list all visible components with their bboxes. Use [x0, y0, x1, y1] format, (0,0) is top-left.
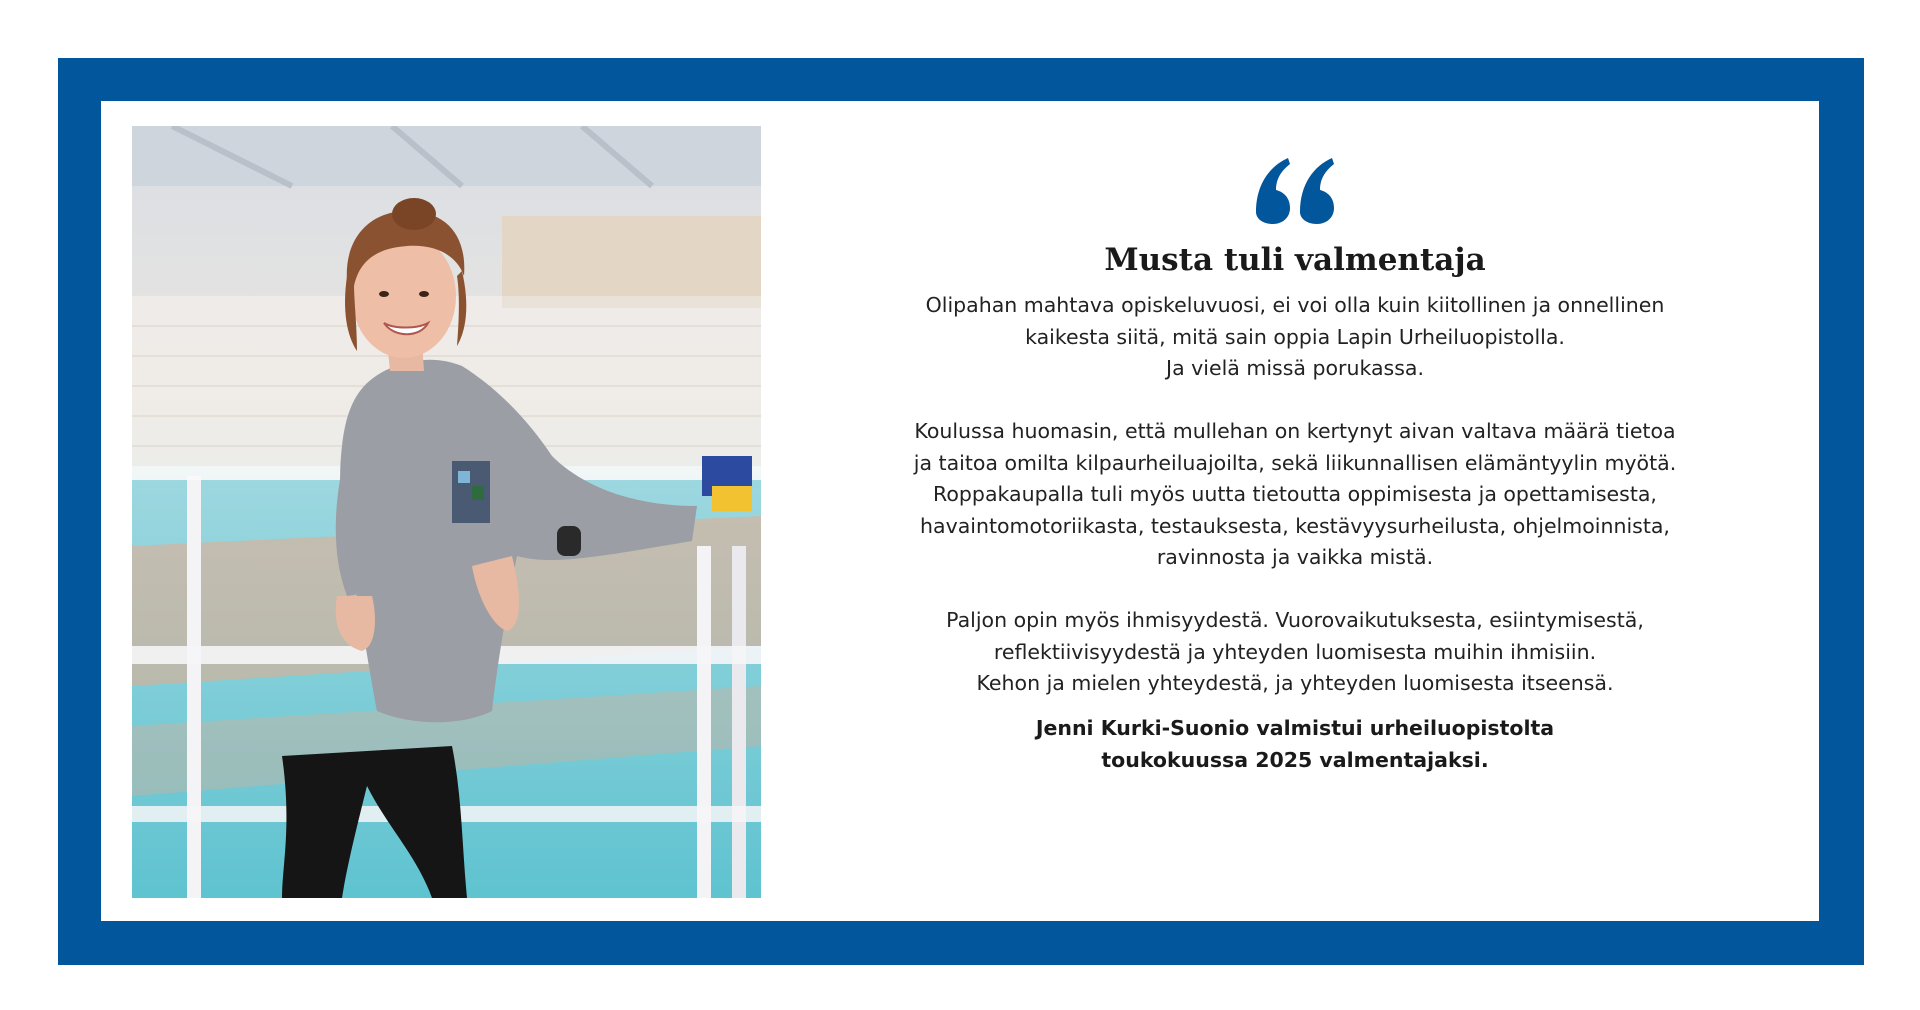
- paragraph-line: Ja vielä missä porukassa.: [1166, 356, 1424, 380]
- signature-line: toukokuussa 2025 valmentajaksi.: [1101, 747, 1489, 772]
- paragraph-line: Koulussa huomasin, että mullehan on kertynyt aivan valtava määrä tietoa: [914, 419, 1676, 443]
- paragraph-line: Roppakaupalla tuli myös uutta tietoutta oppimisesta ja opettamisesta,: [933, 482, 1657, 506]
- testimonial-paragraph-2: [800, 416, 1790, 574]
- testimonial-paragraph-3: [800, 605, 1790, 700]
- paragraph-line: ja taitoa omilta kilpaurheiluajoilta, sekä liikunnallisen elämäntyylin myötä.: [913, 450, 1677, 475]
- portrait-photo: [132, 126, 761, 898]
- paragraph-line: reflektiivisyydestä ja yhteyden luomisesta muihin ihmisiin.: [993, 639, 1597, 664]
- signature-line: Jenni Kurki-Suonio valmistui urheiluopistolta: [1035, 715, 1555, 740]
- testimonial-text-column: [800, 150, 1790, 776]
- testimonial-signature: [800, 712, 1790, 776]
- testimonial-paragraph-1: [800, 290, 1790, 385]
- portrait-photo-illustration: [132, 126, 761, 898]
- paragraph-line: Kehon ja mielen yhteydestä, ja yhteyden luomisesta itseensä.: [976, 671, 1614, 695]
- paragraph-line: havaintomotoriikasta, testauksesta, kestävyysurheilusta, ohjelmoinnista,: [920, 513, 1670, 538]
- paragraph-line: ravinnosta ja vaikka mistä.: [1156, 545, 1434, 569]
- paragraph-line: Paljon opin myös ihmisyydestä. Vuorovaikutuksesta, esiintymisestä,: [946, 608, 1644, 632]
- testimonial-title: Musta tuli valmentaja: [1104, 242, 1486, 278]
- double-quote-icon: [1250, 150, 1340, 226]
- paragraph-line: Olipahan mahtava opiskeluvuosi, ei voi olla kuin kiitollinen ja onnellinen: [925, 293, 1665, 317]
- paragraph-line: kaikesta siitä, mitä sain oppia Lapin Urheiluopistolla.: [1025, 324, 1565, 349]
